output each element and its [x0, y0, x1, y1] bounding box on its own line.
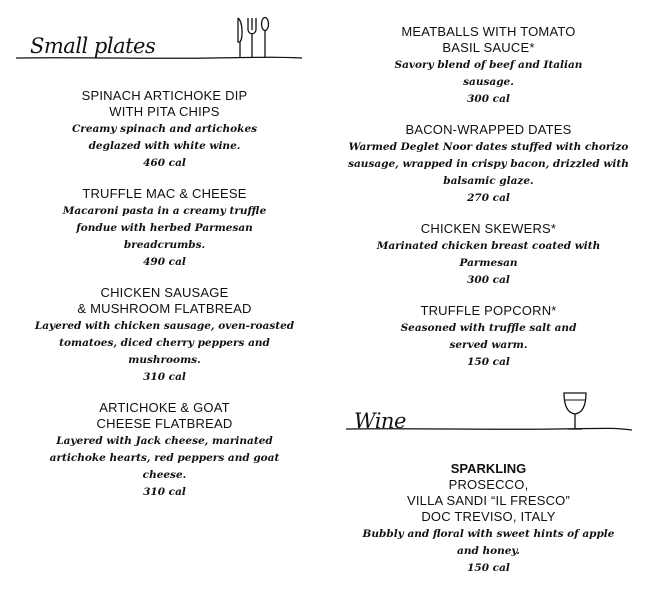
item-name: TRUFFLE MAC & CHEESE — [82, 186, 247, 201]
menu-item — [12, 400, 317, 501]
item-calories: 310 cal — [143, 486, 186, 498]
item-description: Seasoned with truffle salt and served warm. — [400, 322, 577, 351]
item-calories: 300 cal — [467, 93, 510, 105]
item-description: Warmed Deglet Noor dates stuffed with chorizo sausage, wrapped in crispy bacon, drizzled with balsamic glaze. — [348, 141, 629, 187]
item-description: Macaroni pasta in a creamy truffle fondue with herbed Parmesan breadcrumbs. — [62, 205, 267, 251]
menu-item — [336, 122, 641, 207]
item-calories: 490 cal — [143, 256, 186, 268]
item-calories: 300 cal — [467, 274, 510, 286]
menu-item — [336, 221, 641, 289]
item-calories: 150 cal — [467, 562, 510, 574]
item-name: SPINACH ARTICHOKE DIP WITH PITA CHIPS — [81, 88, 248, 119]
wine-category: SPARKLING — [450, 461, 527, 476]
item-name: CHICKEN SKEWERS* — [420, 221, 557, 236]
item-name: ARTICHOKE & GOAT CHEESE FLATBREAD — [96, 400, 233, 431]
left-column — [12, 0, 317, 515]
item-name: CHICKEN SAUSAGE & MUSHROOM FLATBREAD — [77, 285, 252, 316]
item-calories: 270 cal — [467, 192, 510, 204]
wine-item — [336, 477, 641, 577]
item-calories: 310 cal — [143, 371, 186, 383]
menu-item — [12, 285, 317, 386]
menu-item — [336, 303, 641, 371]
item-name: BACON-WRAPPED DATES — [405, 122, 572, 137]
item-name: TRUFFLE POPCORN* — [420, 303, 557, 318]
menu-item — [336, 24, 641, 108]
small-plates-header — [12, 0, 317, 74]
item-description: Marinated chicken breast coated with Parmesan — [376, 240, 601, 269]
item-description: Creamy spinach and artichokes deglazed with white wine. — [71, 123, 258, 152]
item-name: MEATBALLS WITH TOMATO BASIL SAUCE* — [401, 24, 576, 55]
menu-item — [12, 186, 317, 271]
wine-header — [336, 385, 641, 447]
item-calories: 460 cal — [143, 157, 186, 169]
small-plates-title: Small plates — [30, 34, 156, 58]
item-name: PROSECCO, VILLA SANDI “IL FRESCO” DOC TREVISO, ITALY — [406, 477, 571, 524]
menu-item — [12, 88, 317, 172]
right-column — [336, 0, 641, 591]
wine-title: Wine — [354, 409, 406, 433]
item-description: Layered with chicken sausage, oven-roasted tomatoes, diced cherry peppers and mushrooms. — [34, 320, 295, 366]
item-description: Savory blend of beef and Italian sausage. — [394, 59, 583, 88]
item-description: Bubbly and floral with sweet hints of apple and honey. — [362, 528, 615, 557]
item-description: Layered with Jack cheese, marinated artichoke hearts, red peppers and goat cheese. — [49, 435, 280, 481]
item-calories: 150 cal — [467, 356, 510, 368]
